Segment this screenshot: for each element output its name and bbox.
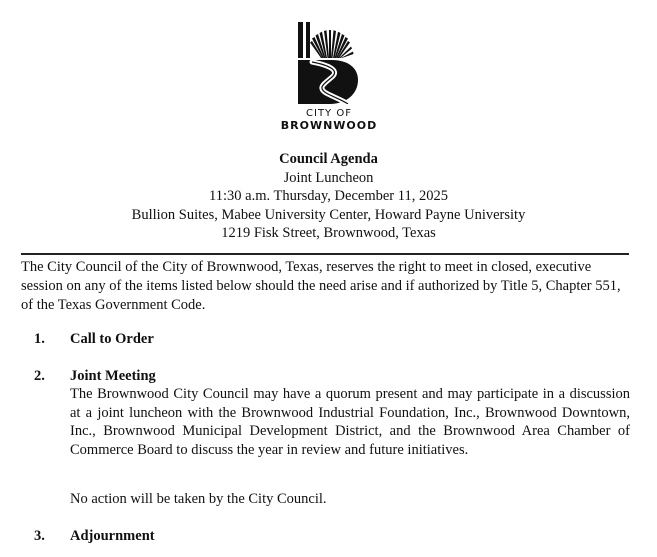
agenda-title: Council Agenda bbox=[279, 151, 378, 167]
closed-session-notice: The City Council of the City of Brownwood, Texas, reserves the right to meet in closed, executive session on any of the items listed below should the need arise and if authorized by Title 5, Chapter 551, of the Texas Government Code. bbox=[21, 259, 621, 313]
agenda-item-title: Adjournment bbox=[70, 528, 155, 544]
agenda-item-number: 1. bbox=[34, 331, 45, 347]
agenda-address: 1219 Fisk Street, Brownwood, Texas bbox=[221, 225, 436, 241]
agenda-subtitle: Joint Luncheon bbox=[283, 169, 374, 186]
header-divider bbox=[21, 253, 629, 255]
agenda-item-title: Call to Order bbox=[70, 331, 154, 347]
agenda-header bbox=[0, 150, 657, 243]
agenda-item-number: 2. bbox=[34, 368, 45, 384]
logo-city-name: BROWNWOOD bbox=[280, 119, 378, 132]
agenda-item-number: 3. bbox=[34, 528, 45, 544]
agenda-item-note: No action will be taken by the City Council. bbox=[70, 491, 327, 507]
agenda-item-title: Joint Meeting bbox=[70, 368, 156, 384]
agenda-datetime: 11:30 a.m. Thursday, December 11, 2025 bbox=[209, 188, 448, 204]
brownwood-b-logo-icon bbox=[298, 22, 360, 104]
city-logo bbox=[270, 22, 388, 134]
logo-city-of-text: CITY OF bbox=[306, 108, 352, 119]
agenda-item-description: The Brownwood City Council may have a quorum present and may participate in a discussion at a joint luncheon with the Brownwood Industrial Foundation, Inc., Brownwood Downtown, Inc., Brownwood Municipal Development District, and the Brownwood Area Chamber of Commerce Board to discuss the year in review and future initiatives. bbox=[70, 386, 630, 458]
agenda-venue: Bullion Suites, Mabee University Center, Howard Payne University bbox=[131, 206, 526, 223]
